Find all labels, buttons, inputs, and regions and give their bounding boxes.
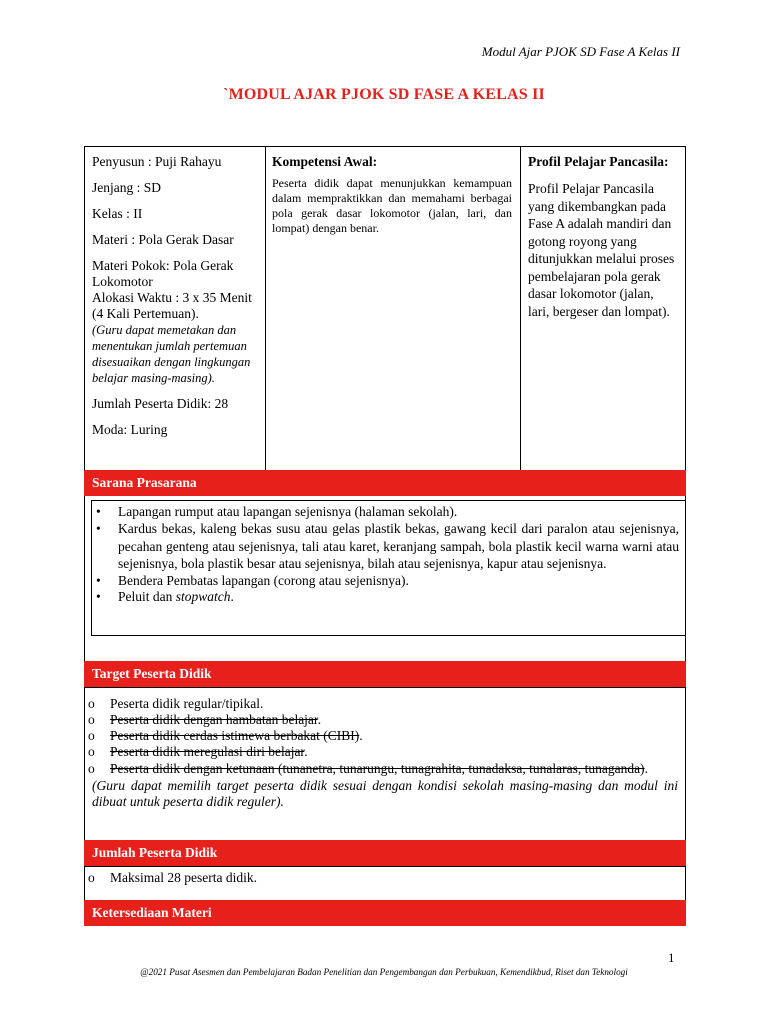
kompetensi-column xyxy=(266,146,521,472)
ketersediaan-heading: Ketersediaan Materi xyxy=(84,900,686,926)
page-title: `MODUL AJAR PJOK SD FASE A KELAS II xyxy=(223,86,545,103)
bullet-icon: • xyxy=(96,588,101,604)
target-item-text: Peserta didik dengan hambatan belajar xyxy=(110,712,318,727)
bullet-icon: • xyxy=(96,521,101,536)
sarana-item-suffix: . xyxy=(230,588,234,604)
footer-copyright: @2021 Pusat Asesmen dan Pembelajaran Badan Penelitian dan Pengembangan dan Perbukuan, Kemendikbud, Riset dan Teknologi xyxy=(140,967,628,977)
sarana-item-text: Lapangan rumput atau lapangan sejenisnya (halaman sekolah). xyxy=(118,504,458,519)
jumlah-item-text: Maksimal 28 peserta didik. xyxy=(110,870,257,885)
target-item-period: . xyxy=(304,744,308,759)
running-header: Modul Ajar PJOK SD Fase A Kelas II xyxy=(481,44,680,59)
sarana-item-text: Bendera Pembatas lapangan (corong atau sejenisnya). xyxy=(118,572,409,588)
target-item-text: Peserta didik cerdas istimewa berbakat (CIBI) xyxy=(110,728,360,743)
list-item xyxy=(84,870,678,886)
target-item-period: . xyxy=(317,712,322,727)
bullet-icon: o xyxy=(88,761,95,776)
target-section xyxy=(84,687,686,841)
target-item-text: Peserta didik dengan ketunaan (tunanetra, tunarungu, tunagrahita, tunadaksa, tunalaras, tunaganda) xyxy=(110,761,645,776)
penyusun-field: Penyusun : Puji Rahayu xyxy=(92,154,222,169)
bullet-icon: • xyxy=(96,572,101,588)
kompetensi-text: Peserta didik dapat menunjukkan kemampuan dalam mempraktikkan dan memahami berbagai pola gerak dasar lokomotor (jalan, lari, dan lompat) dengan benar. xyxy=(272,176,512,235)
target-heading: Target Peserta Didik xyxy=(84,661,686,687)
list-item xyxy=(92,504,679,520)
target-item-text: Peserta didik regular/tipikal. xyxy=(110,696,264,711)
kompetensi-heading: Kompetensi Awal: xyxy=(272,154,378,169)
target-item-text: Peserta didik meregulasi diri belajar xyxy=(110,744,305,759)
list-item xyxy=(92,589,679,605)
target-item-period: . xyxy=(359,728,363,743)
target-item-period: . xyxy=(644,761,648,776)
materi-field: Materi : Pola Gerak Dasar xyxy=(92,232,234,247)
jumlah-section xyxy=(84,866,686,900)
list-item xyxy=(84,712,678,728)
kelas-field: Kelas : II xyxy=(92,206,143,221)
sarana-item-text: Kardus bekas, kaleng bekas susu atau gelas plastik bekas, gawang kecil dari paralon atau sejenisnya, pecahan genteng atau sejenisnya, tali atau karet, keranjang sampah, bola plastik kecil warna warni atau sejenisnya, bola plastik besar atau sejenisnya, bilah atau sejenisnya, kapur atau sejenisnya. xyxy=(118,521,679,571)
profil-text: Profil Pelajar Pancasila yang dikembangkan pada Fase A adalah mandiri dan gotong royong yang ditunjukkan melalui proses pembelajaran pola gerak dasar lokomotor (jalan, lari, bergeser dan lompat). xyxy=(528,181,675,319)
bullet-icon: o xyxy=(88,728,95,743)
materi-pokok-field: Materi Pokok: Pola Gerak Lokomotor xyxy=(92,258,234,289)
alokasi-field: Alokasi Waktu : 3 x 35 Menit (4 Kali Pertemuan). xyxy=(92,290,252,321)
list-item xyxy=(84,696,678,712)
list-item xyxy=(84,728,678,744)
alokasi-note: (Guru dapat memetakan dan menentukan jumlah pertemuan disesuaikan dengan lingkungan belajar masing-masing). xyxy=(92,323,251,385)
sarana-item-italic: stopwatch xyxy=(175,588,231,604)
jumlah-heading: Jumlah Peserta Didik xyxy=(84,840,686,866)
list-item xyxy=(84,744,678,760)
bullet-icon: o xyxy=(88,696,95,711)
profil-heading: Profil Pelajar Pancasila: xyxy=(528,154,669,169)
bullet-icon: o xyxy=(88,870,95,885)
bullet-icon: o xyxy=(88,744,95,759)
sarana-item-text: Peluit dan xyxy=(118,588,176,604)
target-note: (Guru dapat memilih target peserta didik sesuai dengan kondisi sekolah masing-masing dan modul ini dibuat untuk peserta didik reguler). xyxy=(92,777,678,809)
moda-field: Moda: Luring xyxy=(92,422,168,437)
list-item xyxy=(92,573,679,589)
sarana-box xyxy=(91,500,686,636)
sarana-heading: Sarana Prasarana xyxy=(84,470,686,496)
page-number: 1 xyxy=(668,950,675,965)
bullet-icon: o xyxy=(88,712,95,727)
list-item xyxy=(92,520,679,573)
bullet-icon: • xyxy=(96,504,101,519)
jenjang-field: Jenjang : SD xyxy=(92,180,161,195)
jumlah-peserta-field: Jumlah Peserta Didik: 28 xyxy=(92,396,229,411)
profil-column xyxy=(521,146,686,472)
identity-column xyxy=(84,146,266,472)
list-item xyxy=(84,760,678,778)
